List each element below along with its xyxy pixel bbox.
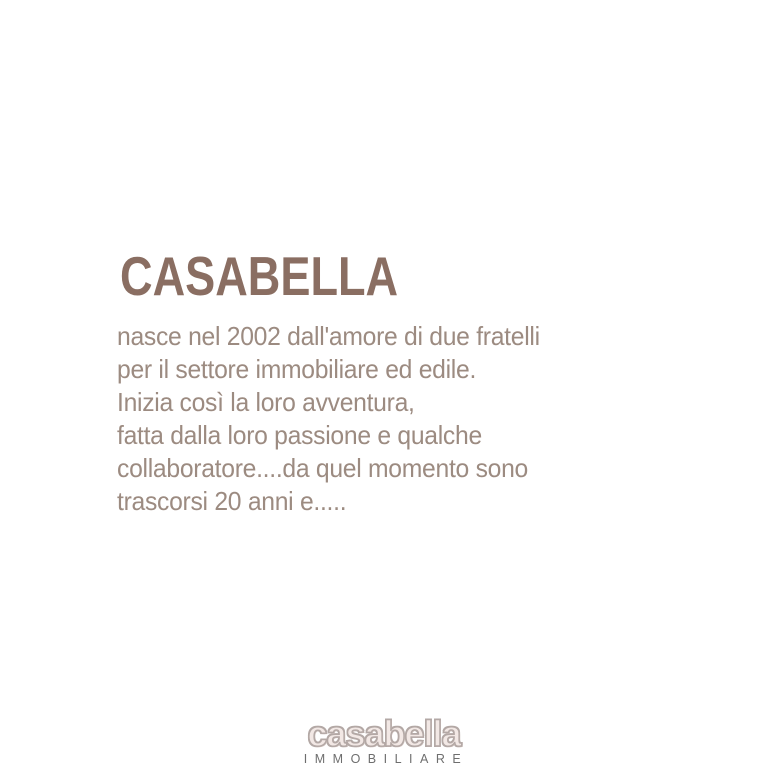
intro-text-line: trascorsi 20 anni e.....	[117, 486, 347, 516]
intro-text-line: fatta dalla loro passione e qualche	[117, 420, 482, 450]
intro-text-line: per il settore immobiliare ed edile.	[117, 354, 477, 384]
brand-title: CASABELLA	[120, 245, 399, 307]
intro-text-line: collaboratore....da quel momento sono	[117, 453, 528, 483]
intro-text-line: nasce nel 2002 dall'amore di due fratelli	[117, 321, 540, 351]
intro-paragraph	[117, 320, 540, 518]
casabella-logo-subtitle: IMMOBILIARE	[303, 752, 469, 766]
casabella-logo-wordmark: casabella	[307, 713, 461, 754]
intro-text-line: Inizia così la loro avventura,	[117, 387, 415, 417]
casabella-logo	[0, 713, 768, 766]
